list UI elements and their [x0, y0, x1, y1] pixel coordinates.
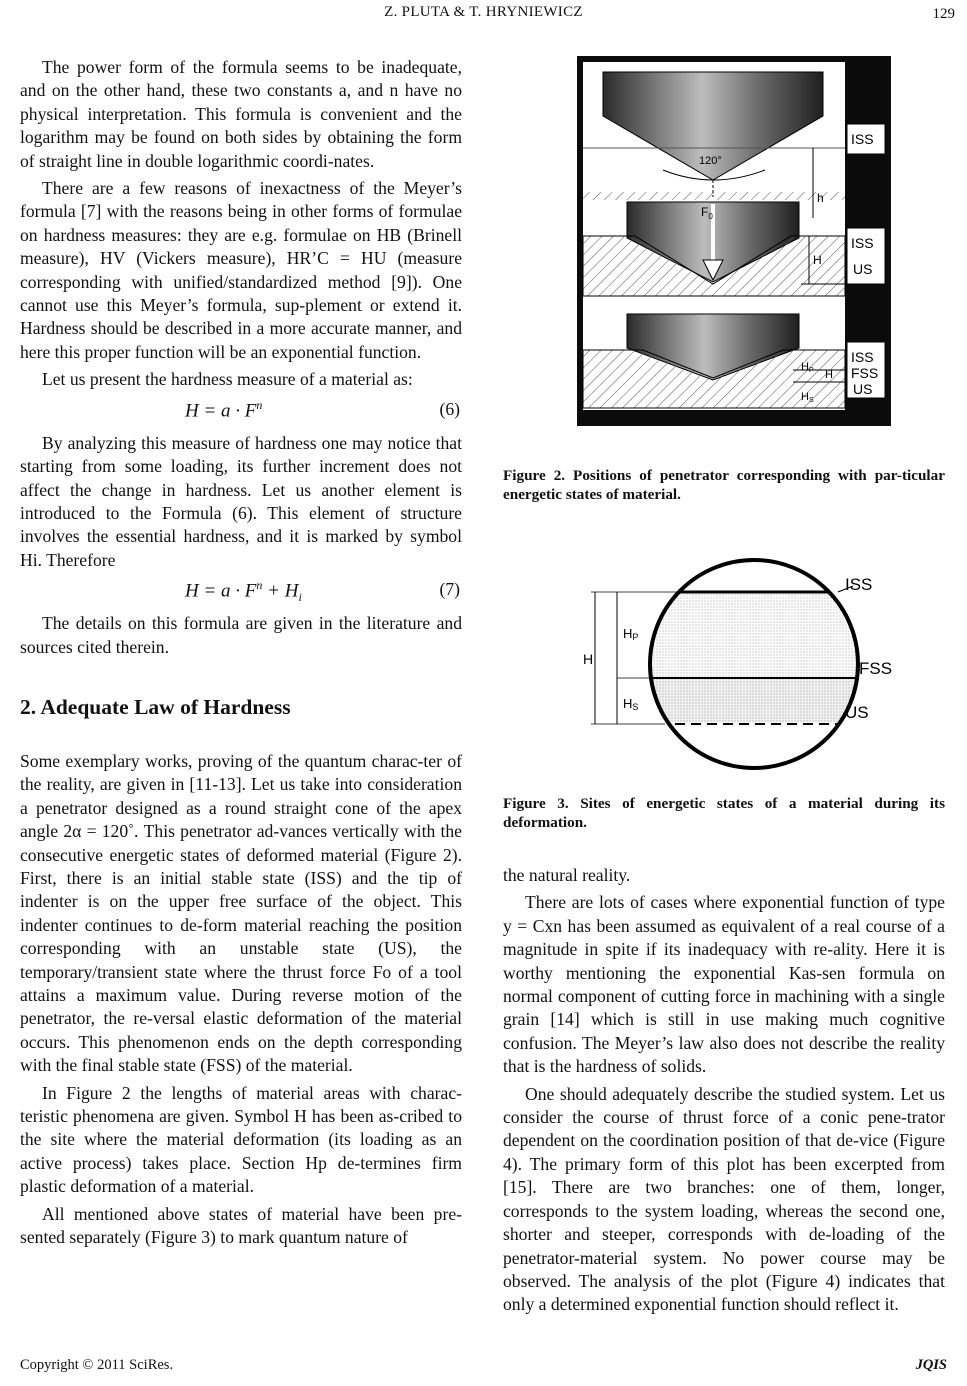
journal-name: JQIS: [915, 1357, 947, 1373]
paragraph-6: Some exemplary works, proving of the quantum charac-ter of the reality, are given in [11-13]. Let us take into consideration a penetrator designed as a round straight cone of the apex angle 2α = 120˚. This penetrator ad-vances vertically with the consecutive energetic states of deformed material (Figure 2). First, there is an initial stable state (ISS) and the tip of indenter is on the upper free surface of the object. This indenter continues to de-form material reaching the position corresponding with an unstable state (US), the temporary/transient state where the thrust force Fo of a tool attains a maximum value. During reverse motion of the penetrator, the re-versal elastic deformation of the material occurs. This phenomenon ends on the depth corresponding with the final stable state (FSS) of the material.: [20, 750, 462, 1076]
figure-3-caption: Figure 3. Sites of energetic states of a material during its deformation.: [503, 795, 945, 831]
force-label: $F_0$: [701, 205, 713, 221]
figure-2-caption: Figure 2. Positions of penetrator corresponding with par-ticular energetic states of material.: [503, 467, 945, 503]
page-footer: [20, 1357, 947, 1374]
fig3-us-label: US: [845, 703, 869, 722]
equation-6-number: (6): [439, 398, 460, 419]
Hp-label: HP: [801, 361, 814, 374]
equation-6: [20, 396, 462, 426]
surface-1: [583, 192, 845, 200]
equation-7-expression: [185, 578, 302, 605]
figure-2: [503, 52, 945, 448]
h-label: h: [817, 191, 824, 205]
fig3-fss-label: FSS: [859, 659, 893, 678]
equation-7: [20, 576, 462, 606]
fss-label: FSS: [851, 365, 879, 381]
equation-6-expression: [185, 398, 262, 422]
paragraph-5: The details on this formula are given in the literature and sources cited therein.: [20, 613, 462, 657]
iss-label-2: ISS: [851, 235, 874, 251]
paragraph-1: The power form of the formula seems to be inadequate, and on the other hand, these two constants a, and n have no physical interpretation. This formula is convenient and the logarithm may be found on both sides by obtaining the form of straight line in double logarithmic coordi-nates.: [20, 57, 462, 171]
equation-6-lhs: H = a · F: [185, 400, 257, 422]
fig3-iss-label: ISS: [845, 575, 873, 594]
figure-3-drawing: [503, 534, 945, 784]
paragraph-9: the natural reality.: [503, 865, 631, 885]
paragraph-4: By analyzing this measure of hardness one may notice that starting from some loading, its further increment does not affect the change in hardness. Let us another element is introduced to the Formula (6). This element of structure involves the essential hardness, and it is marked by symbol Hi. Therefore: [20, 432, 462, 570]
paragraph-2: There are a few reasons of inexactness of the Meyer’s formula [7] with the reasons being in other forms of formulae on hardness measures: they are e.g. formulae on HB (Brinell measure), HV (Vickers measure), HR’C = HU (measure corresponding with unified/standardized method [9]). One cannot use this Meyer’s formula, sup-plement or extend it. Hardness should be described in a more accurate manner, and here this proper function will be an exponential function.: [20, 178, 462, 362]
figure-3-disc: [643, 554, 873, 774]
us-label-2: US: [853, 381, 873, 397]
equation-6-exponent: n: [256, 397, 263, 412]
fig3-H-label: H: [583, 651, 594, 667]
figure-3: [503, 534, 945, 784]
figure-2-drawing: [503, 52, 945, 448]
running-title: Z. PLUTA & T. HRYNIEWICZ: [384, 4, 583, 20]
angle-label: 120°: [699, 155, 722, 167]
equation-7-number: (7): [439, 579, 460, 600]
paragraph-3: Let us present the hardness measure of a material as:: [42, 369, 413, 390]
section-title: 2. Adequate Law of Hardness: [20, 694, 291, 719]
left-column: [20, 56, 462, 1253]
page-number: 129: [932, 6, 955, 22]
equation-7-exponent: n: [256, 578, 263, 593]
fig3-Hs-label: HS: [623, 696, 639, 712]
H-label-2: H: [825, 369, 833, 381]
paragraph-7: In Figure 2 the lengths of material areas with charac-teristic phenomena are given. Symbol H has been as-cribed to the site where the material deformation (its loading as an active process) takes place. Section Hp de-termines firm plastic deformation of a material.: [20, 1082, 462, 1197]
paragraph-10: There are lots of cases where exponential function of type y = Cxn has been assumed as equivalent of a real course of a magnitude in spite if its inadequacy with re-ality. Here it is worthy mentioning the exponential Kas-sen formula on normal component of cutting force in machining with a single grain [14] which is still in use making much cognitive confusion. The Meyer’s law also does not describe the reality that is the hardness of solids.: [503, 892, 945, 1077]
iss-label-1: ISS: [851, 131, 874, 147]
page-header: [0, 4, 967, 28]
us-label-1: US: [853, 261, 873, 277]
equation-7-subscript: i: [298, 590, 302, 605]
iss-label-3: ISS: [851, 349, 874, 365]
fig3-Hp-label: HP: [623, 626, 639, 642]
equation-7-rhs: + H: [262, 580, 299, 602]
equation-7-lhs: H = a · F: [185, 580, 257, 602]
copyright-notice: Copyright © 2011 SciRes.: [20, 1357, 174, 1373]
paragraph-11: One should adequately describe the studied system. Let us consider the course of thrust force of a conic pene-trator dependent on the coordination position of that de-vice (Figure 4). The primary form of this plot has been excerpted from [15]. There are two branches: one of them, longer, corresponds to the system loading, whereas the second one, shorter and steeper, corresponds with de-loading of the penetrator-material system. No power course may be observed. The analysis of the plot (Figure 4) indicates that only a determined exponential function should reflect it.: [503, 1083, 945, 1315]
right-column: [503, 52, 945, 1321]
Hs-label: HS: [801, 391, 814, 404]
paragraph-8: All mentioned above states of material have been pre-sented separately (Figure 3) to mark quantum nature of: [20, 1203, 462, 1248]
H-label-1: H: [813, 253, 822, 267]
